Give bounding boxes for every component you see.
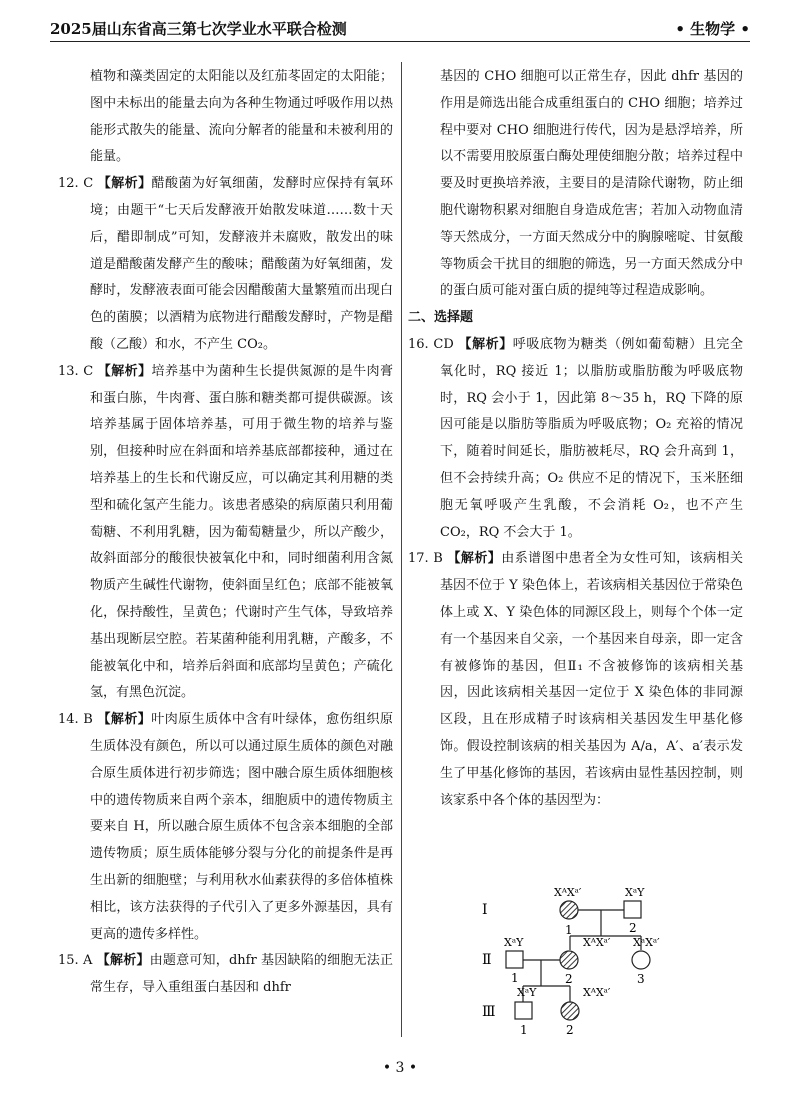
pedigree-chart — [480, 874, 700, 1039]
individual-II2 — [560, 951, 578, 969]
genotype-label: XᵃY — [625, 886, 645, 899]
item-number: 15. — [58, 953, 79, 969]
genotype-label: XᵃY — [517, 986, 537, 999]
analysis-tag: 【解析】 — [97, 363, 152, 379]
individual-number: 1 — [565, 923, 573, 937]
answer-item-15 — [58, 948, 393, 1002]
answer-text: 呼吸底物为糖类（例如葡萄糖）且完全氧化时，RQ 接近 1；以脂肪或脂肪酸为呼吸底物时，RQ 会小于 1，因此第 8～35 h，RQ 下降的原因可能是以脂肪等脂质为呼吸底物；O₂ 充裕的情况下，随着时间延长，脂肪被耗尽，RQ 会升高到 1，但不会持续升高；O₂ 供应不足的情况下，玉米胚细胞无氧呼吸产生乳酸，不会消耗 O₂，也不产生 CO₂，RQ 不会大于 1。 — [440, 336, 743, 540]
individual-number: 2 — [629, 921, 637, 935]
answer-text: 醋酸菌为好氧细菌，发酵时应保持有氧环境；由题干“七天后发酵液开始散发味道……数十天后，醋即制成”可知，发酵液并未腐败，散发出的味道是醋酸菌发酵产生的酸味；醋酸菌为好氧细菌，发酵时，发酵液表面可能会因醋酸菌大量繁殖而出现白色的菌膜；以酒精为底物进行醋酸发酵时，产物是醋酸（乙酸）和水，不产生 CO₂。 — [90, 176, 393, 352]
answer-letter: C — [83, 363, 94, 379]
genotype-label: XᴬXᵃ′ — [583, 986, 611, 999]
header-divider — [50, 41, 750, 42]
analysis-tag: 【解析】 — [97, 712, 152, 728]
generation-label: Ⅲ — [482, 1004, 496, 1020]
analysis-tag: 【解析】 — [458, 336, 513, 352]
item-number: 12. — [58, 176, 79, 192]
individual-III2 — [561, 1002, 579, 1020]
individual-I2 — [624, 901, 641, 918]
answer-text: 由题意可知，dhfr 基因缺陷的细胞无法正常生存，导入重组蛋白基因和 dhfr — [90, 953, 393, 996]
left-column — [58, 64, 393, 1002]
continued-text: 植物和藻类固定的太阳能以及红茄苳固定的太阳能；图中未标出的能量去向为各种生物通过呼吸作用以热能形式散失的能量、流向分解者的能量和未被利用的能量。 — [90, 69, 393, 165]
answer-item-12 — [58, 171, 393, 359]
continued-text: 基因的 CHO 细胞可以正常生存，因此 dhfr 基因的作用是筛选出能合成重组蛋白的 CHO 细胞；培养过程中要对 CHO 细胞进行传代，因为是悬浮培养，所以不需要用胶原蛋白酶处理使细胞分散；培养过程中要及时更换培养液，主要目的是清除代谢物，防止细胞代谢物积累对细胞自身造成危害；若加入动物血清等天然成分，一方面天然成分中的胸腺嘧啶、甘氨酸等物质会干扰目的细胞的筛选，另一方面天然成分中的蛋白质可能对蛋白质的提纯等过程造成影响。 — [440, 69, 743, 299]
answer-text: 由系谱图中患者全为女性可知，该病相关基因不位于 Y 染色体上，若该病相关基因位于常染色体上或 X、Y 染色体的同源区段上，则每个个体一定有一个基因来自父亲，一个基因来自母亲，即一定含有被修饰的基因，但Ⅱ₁ 不含被修饰的该病相关基因，因此该病相关基因一定位于 X 染色体的非同源区段，且在形成精子时该病相关基因发生甲基化修饰。假设控制该病的相关基因为 A/a，A′、a′表示发生了甲基化修饰的基因，若该病由显性基因控制，则该家系中各个体的基因型为： — [440, 551, 743, 808]
genotype-label: XᵃY — [504, 936, 524, 949]
answer-text: 叶肉原生质体中含有叶绿体，愈伤组织原生质体没有颜色，所以可以通过原生质体的颜色对融合原生质体进行初步筛选；图中融合原生质体细胞核中的遗传物质来自两个亲本，细胞质中的遗传物质主要来自 H，所以融合原生质体不包含亲本细胞的全部遗传物质；原生质体能够分裂与分化的前提条件是再生出新的细胞壁；与利用秋水仙素获得的多倍体植株相比，该方法获得的子代引入了更多外源基因，具有更高的遗传多样性。 — [90, 712, 393, 942]
subject-label: • 生物学 • — [675, 20, 750, 38]
individual-number: 1 — [520, 1023, 528, 1037]
individual-number: 2 — [565, 972, 573, 986]
page-header — [50, 14, 750, 40]
item-number: 13. — [58, 363, 79, 379]
genotype-label: XᴬXᵃ′ — [554, 886, 582, 899]
answer-letter: B — [433, 551, 443, 567]
exam-title: 2025届山东省高三第七次学业水平联合检测 — [50, 20, 347, 38]
answer-letter: CD — [433, 336, 454, 352]
right-column — [408, 64, 743, 814]
page-number: • 3 • — [382, 1060, 418, 1076]
generation-label: Ⅰ — [482, 902, 488, 918]
answer-letter: A — [83, 953, 93, 969]
answer-letter: C — [83, 176, 94, 192]
analysis-tag: 【解析】 — [96, 953, 150, 969]
genotype-label: XᴬXᵃ′ — [583, 936, 611, 949]
analysis-tag: 【解析】 — [447, 551, 502, 567]
answer-item-13 — [58, 359, 393, 707]
answer-item-17 — [408, 546, 743, 814]
item-number: 14. — [58, 712, 79, 728]
section-heading: 二、选择题 — [408, 310, 474, 326]
genotype-label: XᵃXᵃ′ — [633, 936, 660, 949]
generation-label: Ⅱ — [482, 952, 492, 968]
individual-I1 — [560, 901, 578, 919]
individual-III1 — [515, 1002, 532, 1019]
individual-number: 3 — [637, 972, 645, 986]
individual-number: 2 — [566, 1023, 574, 1037]
analysis-tag: 【解析】 — [97, 176, 152, 192]
answer-text: 培养基中为菌种生长提供氮源的是牛肉膏和蛋白胨，牛肉膏、蛋白胨和糖类都可提供碳源。该培养基属于固体培养基，可用于微生物的培养与鉴别，但接种时应在斜面和培养基底部都接种，通过在培养基上的生长和代谢反应，可以确定其利用糖的类型和硫化氢产生能力。该患者感染的病原菌只利用葡萄糖、不利用乳糖，因为葡萄糖量少，所以产酸少，故斜面部分的酸很快被氧化中和，同时细菌利用含氮物质产生碱性代谢物，使斜面呈红色；底部不能被氧化，保持酸性，呈黄色；代谢时产生气体，导致培养基出现断层空腔。若某菌种能利用乳糖，产酸多，不能被氧化中和，培养后斜面和底部均呈黄色；产硫化氢，有黑色沉淀。 — [90, 363, 393, 701]
column-divider — [401, 62, 402, 1037]
item-number: 17. — [408, 551, 429, 567]
answer-item-16 — [408, 332, 743, 546]
item-number: 16. — [408, 336, 429, 352]
individual-II3 — [632, 951, 650, 969]
answer-item-14 — [58, 707, 393, 948]
individual-number: 1 — [511, 971, 519, 985]
answer-letter: B — [83, 712, 93, 728]
individual-II1 — [506, 951, 523, 968]
